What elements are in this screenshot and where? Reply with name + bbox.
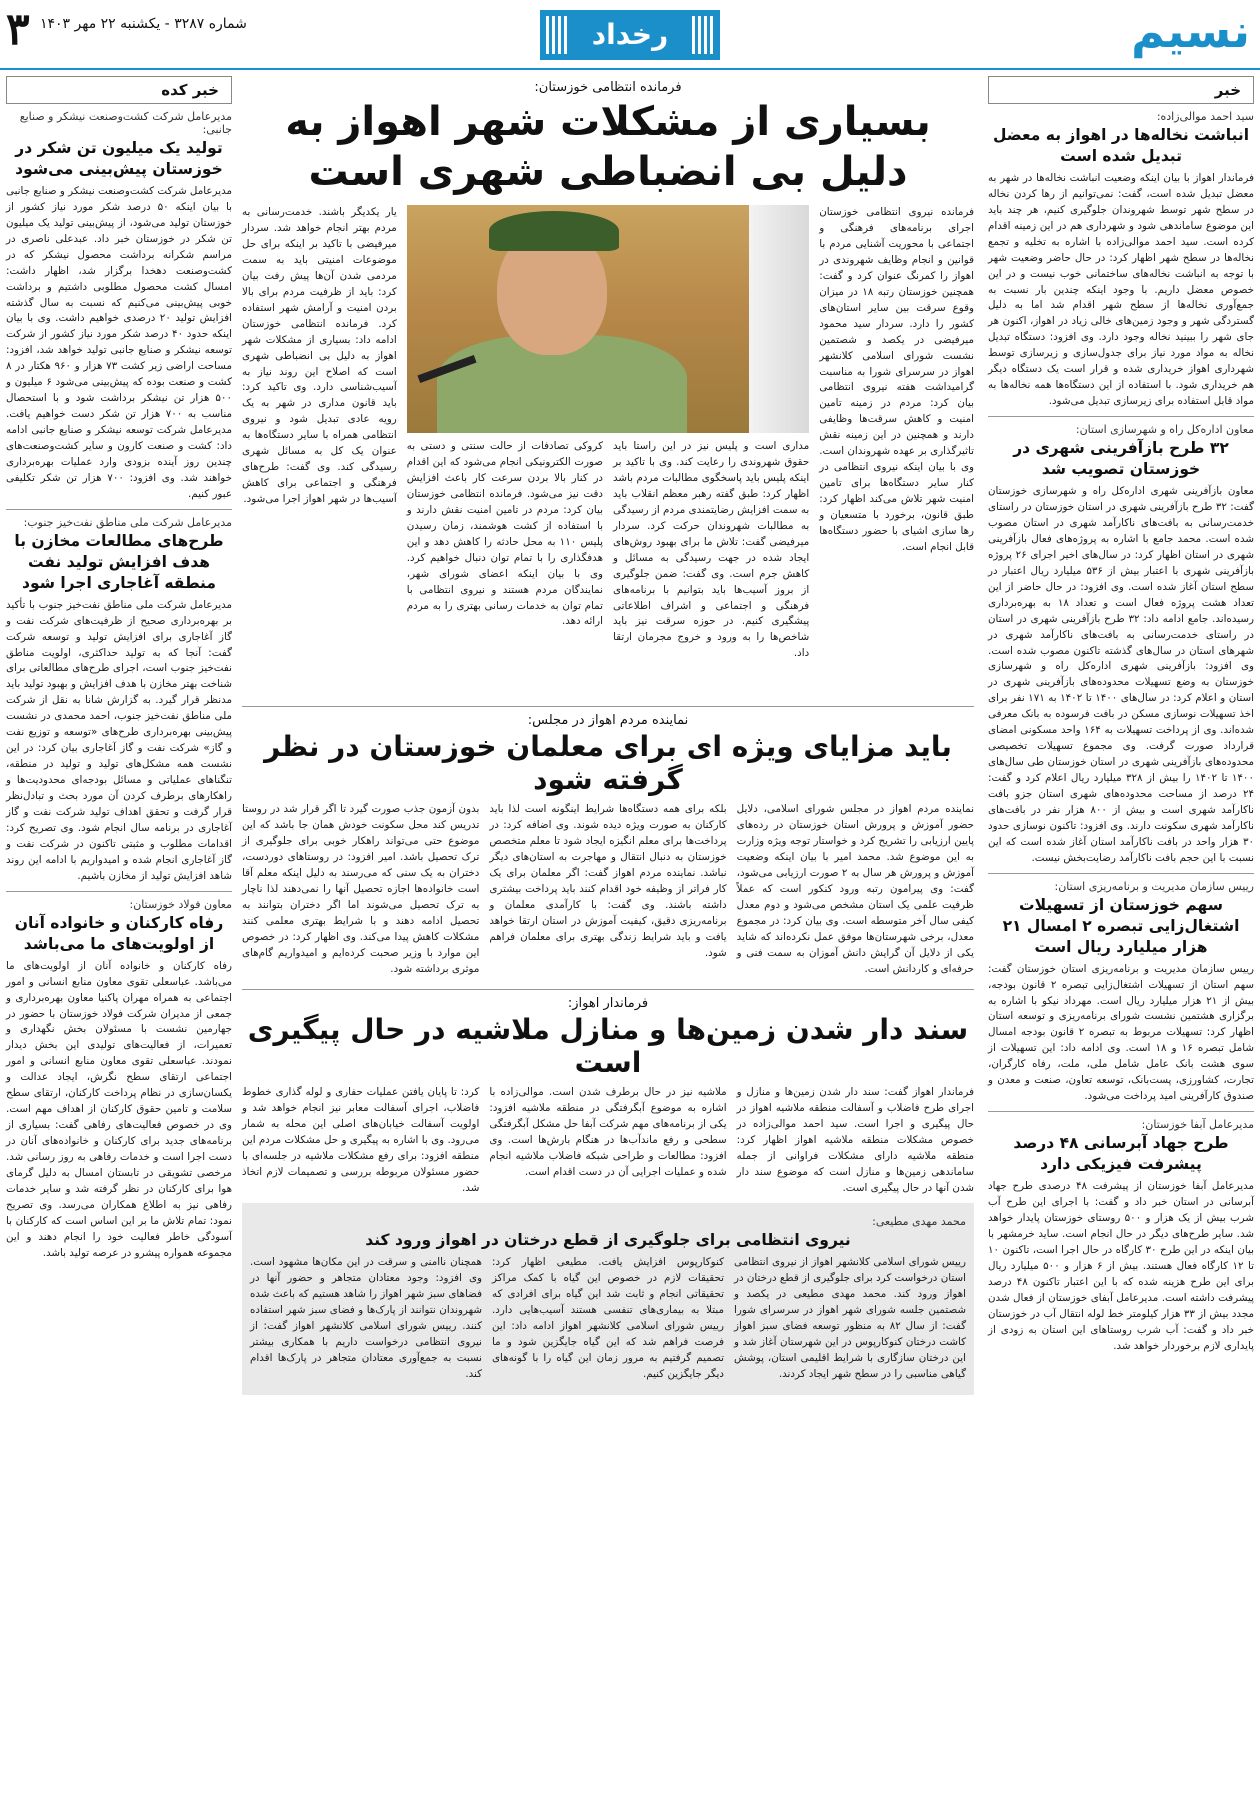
lead-body-col: فرمانده نیروی انتظامی خوزستان اجرای برنامه‌های فرهنگی و اجتماعی با محوریت آشنایی مردم با قوانین و انجام وظایف شهروندی در اهواز را کمرنگ عنوان کرد و گفت: همچنین خوزستان رتبه ۱۸ در میزان وقوع سرقت بین سایر استان‌های کشور را دارد. سردار سید محمود میرفیضی در یکصد و شصتمین نشست شورای اسلامی کلانشهر اهواز در سرسرای شورا به مناسبت گرامیداشت هفته نیروی انتظامی بیان کرد: مردم در زمینه تامین امنیت و کاهش سرقت‌ها وظایفی دارند و همچنین در این زمینه نقش تاثیرگذاری بر عهده شهروندان است. وی با بیان اینکه نیروی انتظامی در کنار سایر دستگاه‌ها برای تامین امنیت شهر تلاش می‌کند اظهار کرد: طبق قانون، برخورد با متسعیان و رها سازی اشیای با حضور دستگاه‌ها قابل انجام است.	[819, 206, 974, 554]
story-body-col: همچنان ناامنی و سرقت در این مکان‌ها مشهود است. وی افزود: وجود معتادان متجاهر و حضور آنها در فضاهای سبز شهر اهواز را شاهد هستیم که باعث شده شهروندان نتوانند از پارک‌ها و فضای سبز شهر استفاده کنند. رییس شورای اسلامی کلانشهر اهواز گفت: از نیروی انتظامی درخواست داریم با همکاری بیشتر نسبت به جمع‌آوری معتادان متجاهر در پارک‌ها اقدام کند.	[250, 1256, 482, 1380]
news-body: رفاه کارکنان و خانواده آنان از اولویت‌های ما می‌باشد. عباسعلی تقوی معاون منابع انسانی و امور اجتماعی به همراه مهران پاکنیا معاون بهره‌برداری و جمعی از مدیران شرکت فولاد خوزستان با حضور در جهارمین نشست با مسئولان بخش نگهداری و تعمیرات، از فعالیت‌های تولیدی این بخش دیدار نمودند. عباسعلی تقوی معاون منابع انسانی و امور اجتماعی ارتقای سطح نگرش، ایجاد عدالت و یکسان‌سازی در نظام پرداخت کارکنان، ارتقای سطح سلامت و تامین حقوق کارکنان از اهداف مهم است. وی در خصوص فعالیت‌های رفاهی گفت: بسیاری از برنامه‌های جدید برای کارکنان و خانواده‌های آنان در دست اجرا است و خدمات رفاهی به روز رسانی شد. مرخصی تشویقی در تابستان امسال به دلیل گرمای هوا برای کارکنان در نظر گرفته شد و سایر خدمات رفاهی نیز به اطلاع همکاران می‌رسد. وی تصریح نمود: تمام تلاش ما بر این اساس است که کارکنان با آسودگی خاطر فعالیت خود را انجام دهند و این مجموعه همواره پیشرو در عرصه تولید باشد.	[6, 959, 232, 1259]
issue-info: شماره ۳۲۸۷ - یکشنبه ۲۲ مهر ۱۴۰۳	[40, 16, 247, 32]
lead-body-col: مداری است و پلیس نیز در این راستا باید حقوق شهروندی را رعایت کند. وی با تاکید بر اینکه پلیس باید پاسخگوی مطالبات مردم باشد اظهار کرد: طبق گفته رهبر معظم انقلاب باید به سمت افزایش رضایتمندی مردم از رسیدگی به مطالبات شهروندان حرکت کرد. سردار میرفیضی گفت: تلاش ما برای بهبود روش‌های ایجاد شده در جهت رسیدگی به مسائل و کاهش جرم است. وی گفت: ضمن جلوگیری از بروز آسیب‌ها باید بتوانیم با برنامه‌های فرهنگی و اجتماعی و اشراف اطلاعاتی پیشگیری کنیم. در حوزه سرقت نیز باید شاخص‌ها را به ورود و خروج مجرمان ارتقا داد.	[613, 440, 810, 660]
section-title: رخداد	[591, 18, 669, 51]
ornament-icon	[692, 16, 714, 54]
story-body-col: نماینده مردم اهواز در مجلس شورای اسلامی، دلایل حضور آموزش و پرورش استان خوزستان در رده‌های پایین ارزیابی را تشریح کرد و خواستار توجه ویژه وزارت به این موضوع شد. محمد امیر با بیان اینکه وضعیت آموزش و پرورش هر سال به ۲ صورت ارزیابی می‌شود، گفت: وی پیرامون رتبه ورود کنکور است که عملاً ظرفیت علمی یک استان مشخص می‌شود و دوم معدل کیفی سال آخر متوسطه است. وی بیان کرد: در مجموع معدل، برخی شهرستان‌ها موفق عمل نکرده‌اند که شاید یکی از دلایل آن گرایش دانش آموزان به سمت فنی و حرفه‌ای و کاردانش است.	[736, 803, 974, 975]
news-body: مدیرعامل شرکت ملی مناطق نفت‌خیز جنوب با تأکید بر بهره‌برداری صحیح از ظرفیت‌های شرکت نفت و گاز آغاجاری برای افزایش تولید و توسعه شرکت گفت: آنجا که به تولید حداکثری، اولویت مناطق نفت‌خیز جنوب است، اجرای طرح‌های مطالعاتی برای شناخت بهتر مخازن با هدف افزایش و بهبود تولید باید مدنظر قرار گیرد. به گزارش شانا به نقل از شرکت ملی مناطق نفت‌خیز جنوب، احمد محمدی در نشست پیش‌بینی بهره‌برداری طرح‌های «توسعه و توزیع نفت و گاز» شرکت نفت و گاز آغاجاری بیان کرد: در این نشست همه مشکل‌های تولید و تولید در منطقه، تنگناهای عملیاتی و مسائل بودجه‌ای محدودیت‌ها و راهکارهای برطرف کردن آن مورد بحث و تبادل‌نظر قرار گرفت و تحقق اهداف تولید شرکت نفت و گاز آغاجاری در برنامه سال انجام شود. وی تصریح کرد: اقدامات مطلوب و مثبتی تاکنون در شرکت نفت و گاز آغاجاری انجام شده و امیدواریم با ادامه این روند شاهد افزایش تولید از مخازن باشیم.	[6, 598, 232, 882]
main-content	[242, 76, 974, 1395]
news-kicker: معاون فولاد خوزستان:	[129, 897, 232, 911]
story-body-col: فرماندار اهواز گفت: سند دار شدن زمین‌ها و منازل و اجرای طرح فاضلاب و آسفالت منطقه ملاشیه اهواز در حال پیگیری و اجرا است. سید احمد موالی‌زاده در خصوص مشکلات منطقه ملاشیه اهواز اظهار کرد: منطقه ملاشیه دارای مشکلات فراوانی از جمله ساماندهی زمین‌ها و منازل است که موضوع سند دار شدن آنها در حال پیگیری است.	[736, 1086, 974, 1195]
news-item	[6, 898, 232, 1262]
news-item	[988, 423, 1254, 867]
divider	[242, 706, 974, 707]
story-headline[interactable]: نیروی انتظامی برای جلوگیری از قطع درختان در اهواز ورود کند	[365, 1231, 851, 1250]
lead-body	[242, 205, 974, 668]
ornament-icon	[546, 16, 568, 54]
story-body-col: کرد: تا پایان یافتن عملیات حفاری و لوله گذاری خطوط فاضلاب، اجرای آسفالت معابر نیز انجام خواهد شد و اولویت آسفالت خیابان‌های اصلی این محله به شمار می‌رود. وی با اشاره به پیگیری و حل مشکلات مردم این منطقه افزود: برای رفع مشکلات ملاشیه در جلسه‌ای با حضور مسئولان مربوطه بررسی و تصمیمات لازم اتخاذ شد.	[242, 1086, 480, 1195]
cap-shape	[489, 211, 619, 251]
news-title[interactable]: طرح جهاد آبرسانی ۴۸ درصد پیشرفت فیزیکی دارد	[1013, 1134, 1229, 1174]
news-kicker: رییس سازمان مدیریت و برنامه‌ریزی استان:	[1054, 879, 1254, 893]
news-title[interactable]: سهم خوزستان از تسهیلات اشتغال‌زایی تبصره ۲ امسال ۲۱ هزار میلیارد ریال است	[1002, 895, 1240, 956]
news-title[interactable]: طرح‌های مطالعات مخازن با هدف افزایش تولید نفت منطقه آغاجاری اجرا شود	[14, 531, 224, 592]
commander-photo	[407, 205, 809, 433]
story-body-col: بدون آزمون جذب صورت گیرد تا اگر قرار شد در روستا تدریس کند محل سکونت خودش همان جا باشد که این موضوع حتی می‌تواند راهکار خوبی برای جلوگیری از ترک تحصیل باشد. امیر افزود: در روستاهای دوردست، دختران به یک سنی که می‌رسند به دلیل اینکه معلم آقا است خانواده‌ها اجازه تحصیل آنها را نمی‌دهند لذا ناچار به ترک تحصیل می‌شوند اما اگر دختران بتوانند به تحصیل ادامه دهند و با شرایط بهتری معلمی کنند مشکلات کاهش پیدا می‌کند. وی اظهار کرد: در خصوص این موارد با وزیر صحبت کرده‌ایم و امیدواریم گام‌های موثری برداشته شود.	[242, 803, 480, 975]
news-title[interactable]: رفاه کارکنان و خانواده آنان از اولویت‌های ما می‌باشد	[14, 913, 224, 953]
news-title[interactable]: انباشت نخاله‌ها در اهواز به معضل تبدیل شده است	[992, 126, 1250, 165]
news-item	[988, 110, 1254, 410]
divider	[6, 891, 232, 892]
story-mollashieh	[242, 996, 974, 1203]
story-body	[242, 1085, 974, 1203]
story-trees	[242, 1203, 974, 1395]
column-header: خبر	[988, 76, 1254, 104]
news-item	[988, 1118, 1254, 1354]
lead-kicker: فرمانده انتظامی خوزستان:	[534, 80, 682, 95]
right-news-column	[988, 76, 1254, 1361]
news-kicker: معاون اداره‌کل راه و شهرسازی استان:	[1075, 423, 1254, 437]
lead-body-col: کروکی تصادفات از حالت سنتی و دستی به صورت الکترونیکی انجام می‌شود که این اقدام در کنار بالا بردن سرعت کار باعث افزایش دقت نیز می‌شود. فرمانده انتظامی خوزستان بیان کرد: مردم در تامین امنیت نقش دارند و با استفاده از کشت هوشمند، زمان رسیدن پلیس ۱۱۰ به محل حادثه را کاهش دهد و این هدفگذاری را با تمام توان دنبال خواهیم کرد. وی با بیان اینکه اعضای شورای شهر، نمایندگان مردم هستند و نیروی انتظامی با تمام توان به خدمات رسانی بهتری را به مردم ارائه دهد.	[406, 440, 603, 628]
story-body	[250, 1255, 966, 1389]
news-kicker: مدیرعامل شرکت ملی مناطق نفت‌خیز جنوب:	[23, 515, 232, 529]
divider	[242, 989, 974, 990]
news-item	[988, 880, 1254, 1105]
news-kicker: مدیرعامل آبفا خوزستان:	[1141, 1118, 1254, 1132]
news-item	[6, 110, 232, 503]
lead-body-col: یار یکدیگر باشند. خدمت‌رسانی به مردم بهتر انجام خواهد شد. سردار میرفیضی با تاکید بر اینکه برای حل موضوعات امنیتی باید به سمت مردمی شدن آن‌ها پیش رفت بیان کرد: باید از ظرفیت مردم برای بالا بردن امنیت و آرامش شهر استفاده کرد. فرمانده انتظامی خوزستان ادامه داد: بسیاری از مشکلات شهر اهواز به دلیل بی انضباطی شهری است که اصلاح این روند نیاز به آسیب‌شناسی دارد. وی تاکید کرد: باید قانون مداری در شهر به یک رویه عادی تبدیل شود و نیروی انتظامی همراه با سایر دستگاه‌ها به عنوان یک کل به مسائل شهری رسیدگی کند. وی گفت: طرح‌های فرهنگی و اجتماعی برای کاهش آسیب‌ها در شهر اهواز اجرا می‌شود.	[242, 206, 397, 506]
page-number: ۳	[6, 4, 30, 55]
news-item	[6, 516, 232, 885]
lead-headline[interactable]: بسیاری از مشکلات شهر اهواز به دلیل بی انضباطی شهری است	[285, 99, 931, 195]
story-body-col: ملاشیه نیز در حال برطرف شدن است. موالی‌زاده با اشاره به موضوع آبگرفتگی در منطقه ملاشیه افزود: یکی از برنامه‌های مهم شرکت آبفا حل مشکل آبگرفتگی سطحی و رفع ماندآب‌ها در هنگام بارش‌ها است. وی افزود: مطالعات و طراحی شبکه فاضلاب ملاشیه انجام شده و عملیات اجرایی آن در دست اقدام است.	[489, 1086, 727, 1179]
story-teachers	[242, 713, 974, 983]
story-kicker: نماینده مردم اهواز در مجلس:	[527, 713, 689, 728]
news-body: رییس سازمان مدیریت و برنامه‌ریزی استان خوزستان گفت: سهم استان از تسهیلات اشتغال‌زایی تبصره ۲ قانون بودجه، بیش از ۲۱ هزار میلیارد ریال است. مهرداد نیکو با اشاره به برگزاری هشتمین نشست شورای برنامه‌ریزی و توسعه استان اظهار کرد: تسهیلات مربوط به تبصره ۲ قانون بودجه امسال شامل تبصره ۱۶ و ۱۸ است. وی ادامه داد: این تسهیلات از سوی هشت بانک عامل شامل ملی، ملت، رفاه کارگران، تجارت، کشاورزی، پست‌بانک، توسعه تعاون، صنعت و معدن و صندوق کارآفرینی امید پرداخت می‌شود.	[988, 962, 1254, 1103]
section-badge	[540, 10, 720, 60]
news-kicker: مدیرعامل شرکت کشت‌وصنعت نیشکر و صنایع جانبی:	[19, 110, 232, 136]
story-kicker: فرماندار اهواز:	[567, 996, 649, 1012]
news-body: فرماندار اهواز با بیان اینکه وضعیت انباشت نخاله‌ها در شهر به معضل تبدیل شده است، گفت: نمی‌توانیم از رها کردن نخاله در سطح شهر توسط شهروندان جلوگیری کنیم، هر چند باید این موضوع ساماندهی شود و شهرداری هم در این زمینه اقدام کرده است. سید احمد موالی‌زاده با اشاره به تخلیه و تجمع نخاله‌ها در سطح شهر اظهار کرد: در حال حاضر وضعیت شهر با توجه به انباشت نخاله‌های ساختمانی خوب نیست و در این خصوص معضل داریم. با وجود اینکه چندین بار نسبت به جمع‌آوری نخاله‌ها از سطح شهر اقدام شد اما به دلیل گستردگی شهر و وجود زمین‌های خالی زیاد در اهواز، اکنون هر جای شهر را ببینید نخاله وجود دارد. وی افزود: دستگاه تبدیل نخاله به مواد مورد نیاز برای جدول‌سازی و زیرسازی توسط شهرداری اهواز خریداری شده و قرار است یک دستگاه دیگر هم خریداری شود. با استفاده از این دستگاه‌ها همه نخاله‌ها به مواد قابل استفاده برای زیرسازی تبدیل می‌شود.	[988, 171, 1254, 408]
divider	[988, 1111, 1254, 1112]
lead-story	[242, 80, 974, 700]
story-body-col: بلکه برای همه دستگاه‌ها شرایط اینگونه است لذا باید کارکنان به صورت ویژه دیده شوند. وی اضافه کرد: در پرداخت‌ها برای معلم انگیزه ایجاد شود تا معلم متخصص خوزستان به دنبال انتقال و مهاجرت به استان‌های دیگر نباشد. نماینده مردم اهواز گفت: اگر معلمان برای یک کار فراتر از وظیفه خود اقدام کنند باید پرداخت بیشتری داشته باشند. وی گفت: با کارآمدی معلمان و برنامه‌ریزی دقیق، کیفیت آموزش در استان ارتقا خواهد یافت و باید شرایط زندگی بهتری برای معلمان فراهم شود.	[489, 803, 727, 959]
column-header: خبر کده	[6, 76, 232, 104]
story-body	[242, 802, 974, 983]
flag-shape	[749, 205, 809, 433]
story-body-col: رییس شورای اسلامی کلانشهر اهواز از نیروی انتظامی استان درخواست کرد برای جلوگیری از قطع درختان در اهواز ورود کند. محمد مهدی مطیعی در یکصد و شصتمین جلسه شورای شهر اهواز در سرسرای شورا گفت: از سال ۸۲ به منظور توسعه فضای سبز اهواز کاشت درختان کنوکارپوس در این شهرستان آغاز شد و این درختان سازگاری با شرایط اقلیمی استان، پوشش گیاهی مناسبی را در سطح شهر ایجاد کردند.	[734, 1256, 966, 1380]
story-kicker: محمد مهدی مطیعی:	[872, 1215, 966, 1229]
news-title[interactable]: ۳۲ طرح بازآفرینی شهری در خوزستان تصویب شد	[1013, 439, 1229, 479]
news-title[interactable]: تولید یک میلیون تن شکر در خوزستان پیش‌بینی می‌شود	[15, 139, 223, 178]
divider	[988, 873, 1254, 874]
news-body: مدیرعامل آبفا خوزستان از پیشرفت ۴۸ درصدی طرح جهاد آبرسانی در استان خبر داد و گفت: با اجرای این طرح آب شرب بیش از یک هزار و ۵۰۰ روستای خوزستان پایدار خواهد شد. سایر طرح‌های دیگر در حال انجام است. ساید خرمشهر با بیان اینکه در این طرح ۳۰ کارگاه در حال اجرا است، تاکنون ۱۰ تا ۱۲ کارگاه فعال هستند. بیش از ۶ هزار و ۵۰۰ میلیارد ریال برای این طرح هزینه شده که با این اعتبار تاکنون ۴۸ درصد پیشرفت داشته است. مدیرعامل آبفای خوزستان از فعال شدن مجدد بیش از ۳۳ هزار کیلومتر خط لوله انتقال آب در خوزستان خبر داد و گفت: آب شرب روستاهای این استان به زودی از پایداری لازم برخوردار خواهد شد.	[988, 1180, 1254, 1352]
newspaper-logo[interactable]: نسیم	[1131, 4, 1250, 58]
masthead	[0, 0, 1260, 70]
divider	[988, 416, 1254, 417]
left-news-column	[6, 76, 232, 1268]
story-headline[interactable]: سند دار شدن زمین‌ها و منازل ملاشیه در حال پیگیری است	[247, 1013, 969, 1080]
story-body-col: کنوکارپوس افزایش یافت. مطیعی اظهار کرد: تحقیقات لازم در خصوص این گیاه با کمک مراکز تحقیقاتی انجام و ثابت شد این گیاه برای افرادی که مبتلا به بیماری‌های تنفسی هستند آسیب‌هایی دارد. رییس شورای اسلامی کلانشهر اهواز ادامه داد: این فرصت فراهم شد که این گیاه جایگزین شود و ما تصمیم گرفتیم به مرور زمان این گیاه را با گونه‌های دیگر جایگزین کنیم.	[492, 1256, 724, 1380]
divider	[6, 509, 232, 510]
news-body: مدیرعامل شرکت کشت‌وصنعت نیشکر و صنایع جانبی با بیان اینکه ۵۰ درصد شکر مورد نیاز کشور از خوزستان تولید می‌شود، از پیش‌بینی تولید یک میلیون تن شکر در خوزستان خبر داد. عبدعلی ناصری در مراسم شکرانه برداشت محصول نیشکر که در کشت‌وصنعت دهخدا برگزار شد، اظهار داشت: امسال کشت محصول مطلوبی داشتیم و برداشت خوبی پیش‌بینی می‌کنیم که نسبت به سال گذشته افزایش تولید ۲۰ درصدی خواهیم داشت. وی با بیان اینکه حدود ۴۰ درصد شکر مورد نیاز کشور از شرکت توسعه نیشکر و صنایع جانبی تولید خواهد شد، افزود: مساحت اراضی زیر کشت ۷۳ هزار و ۹۶۰ هکتار در ۸ کشت و صنعت بوده که پیش‌بینی می‌شود ۶ میلیون و ۵۰۰ هزار تن نیشکر برداشت شود و با استحصال مناسب به ۷۰۰ هزار تن شکر دست خواهیم یافت. مدیرعامل شرکت توسعه نیشکر و صنایع جانبی ادامه داد: کشت و صنعت کارون و سایر کشت‌وصنعت‌های چندین روز آینده بزودی وارد عملیات بهره‌برداری خواهند شد. وی افزود: ۷۰۰ هزار تن شکر تکلیفی عبور کنیم.	[5, 184, 232, 500]
news-body: معاون بازآفرینی شهری اداره‌کل راه و شهرسازی خوزستان گفت: ۳۲ طرح بازآفرینی شهری در استان خوزستان در راستای خدمت‌رسانی به بافت‌های ناکارآمد شهری در استان مصوب شده است. محمد جامع با اشاره به پروژه‌های فعال بازآفرینی شهری در استان اظهار کرد: در سال‌های اخیر اجرای ۲۶ پروژه بازآفرینی شهری با اعتبار بیش از ۵۳۶ میلیارد ریال اعتبار در سطح استان آغاز شده است. وی افزود: در حال حاضر از این تعداد هشت پروژه فعال است و تعداد ۱۸ به بهره‌برداری رسیده‌اند. جامع ادامه داد: ۳۲ طرح بازآفرینی شهری در استان در راستای خدمت‌رسانی به بافت‌های ناکارآمد شهری در شهرهای استان در سال‌های گذشته تاکنون مصوب شده است. وی افزود: بازآفرینی شهری اداره‌کل راه و شهرسازی خوزستان به وضع تسهیلات محدوده‌های بازآفرینی شهری در استان و اعلام کرد: در سال‌های ۱۴۰۰ تا ۱۴۰۲ به ۱۷۱ نفر برای اخذ تسهیلات نوسازی مسکن در بافت فرسوده به بانک معرفی شده‌اند. وی از پرداخت تسهیلات به ۱۶۴ واحد مسکونی امضای قرارداد صورت گرفت. وی مجموع تسهیلات تخصیصی محدوده‌های بازآفرینی شهری در استان خوزستان طی سال‌های ۱۴۰۰ تا ۱۴۰۲ را بیش از ۳۲۸ میلیارد ریال اعلام کرد و گفت: ۲۴ درصد از مساحت محدوده‌های شهری استان جزو بافت ناکارآمد شهری است و بیش از ۸۰۰ هزار نفر در بافت‌های ناکارآمد شهری سکونت دارند. وی افزود: تاکنون نوسازی حدود ۳۰ هزار واحد در بافت ناکارآمد استان آغاز شده است که این نسبت با این حجم بافت ناکارآمد رضایت‌بخش نیست.	[988, 484, 1255, 864]
news-kicker: سید احمد موالی‌زاده:	[1156, 110, 1254, 123]
story-headline[interactable]: باید مزایای ویژه ای برای معلمان خوزستان در نظر گرفته شود	[264, 730, 952, 796]
